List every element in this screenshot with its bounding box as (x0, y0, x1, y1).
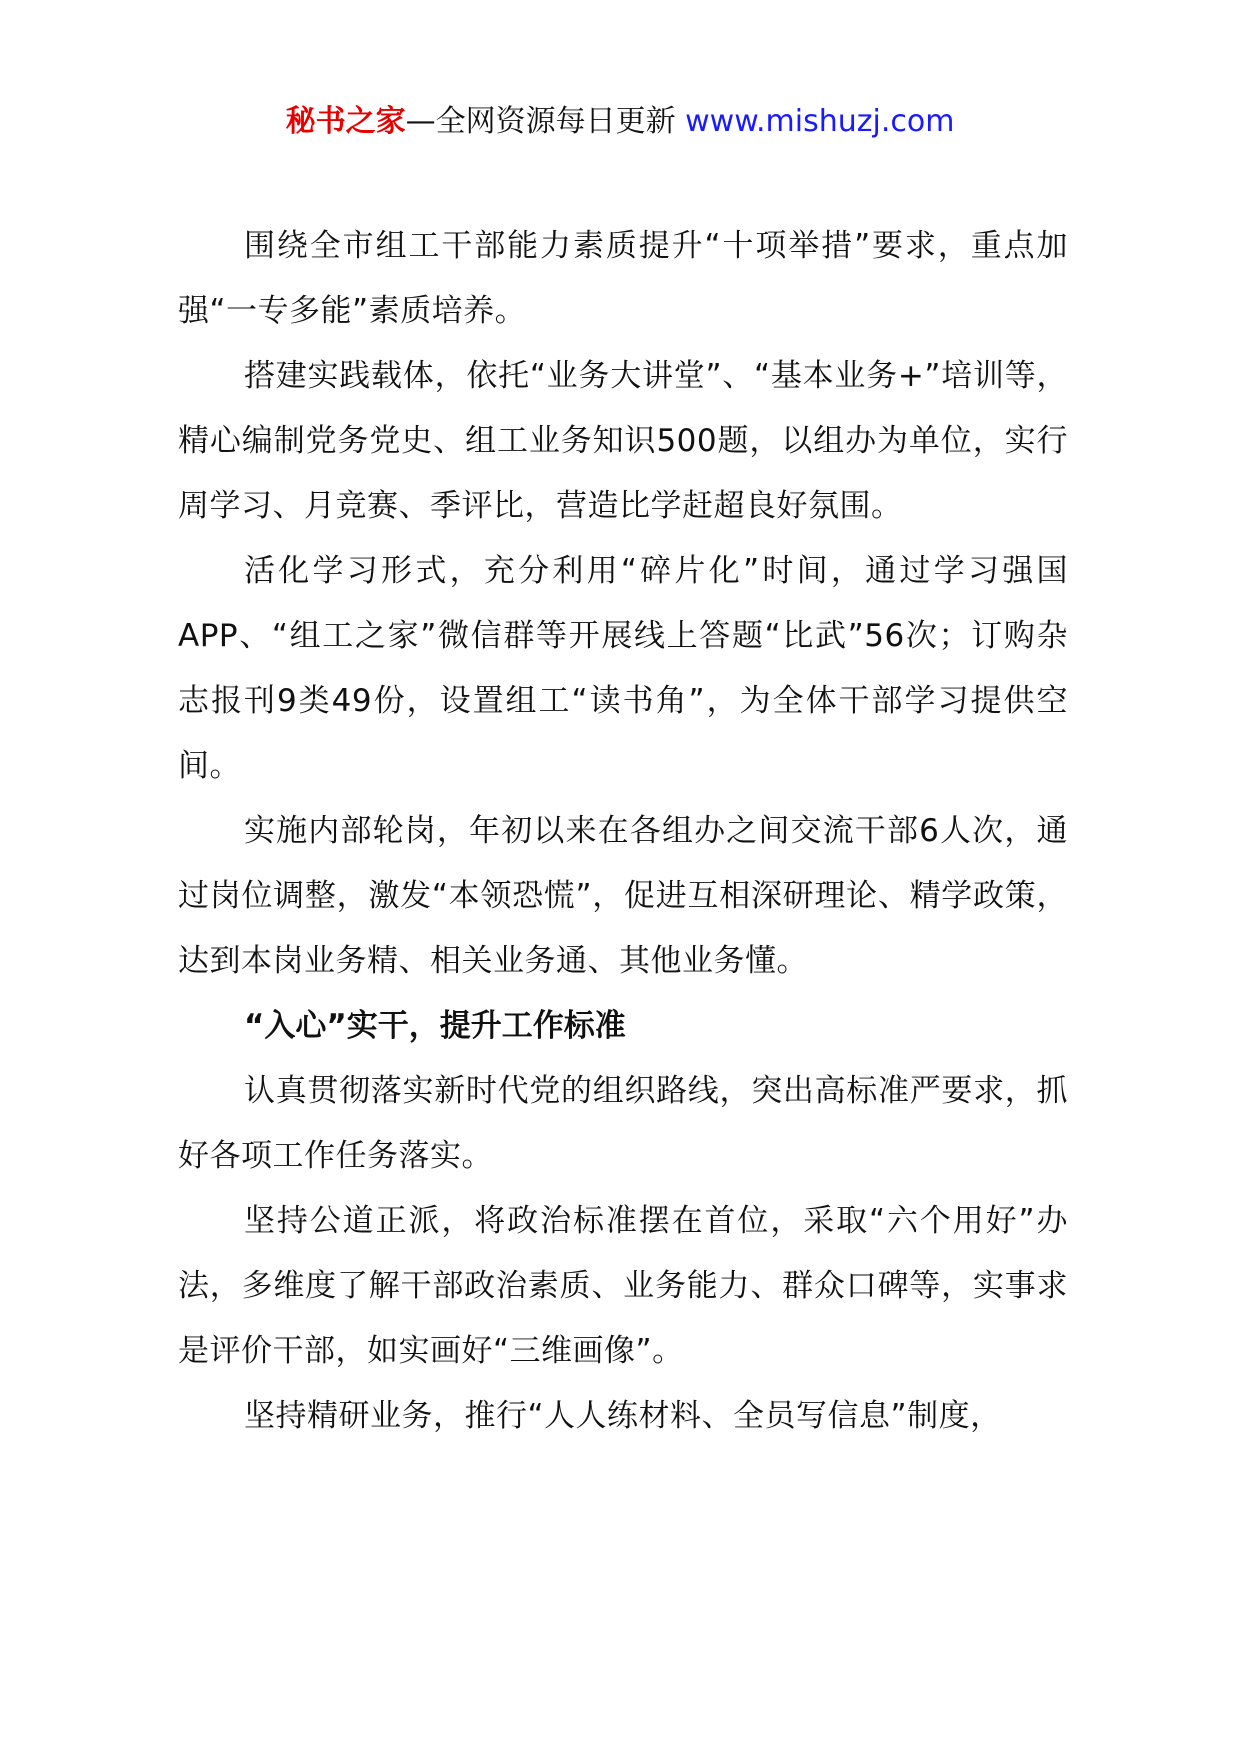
site-url-link[interactable]: www.mishuzj.com (685, 104, 955, 139)
site-tagline: —全网资源每日更新 (405, 104, 686, 139)
document-body (178, 214, 1068, 1449)
site-header (0, 102, 1240, 142)
paragraph: 坚持公道正派，将政治标准摆在首位，采取“六个用好”办法，多维度了解干部政治素质、业务能力、群众口碑等，实事求是评价干部，如实画好“三维画像”。 (178, 1203, 1068, 1369)
paragraph: 坚持精研业务，推行“人人练材料、全员写信息”制度， (244, 1398, 1002, 1434)
paragraph: 活化学习形式，充分利用“碎片化”时间，通过学习强国APP、“组工之家”微信群等开展线上答题“比武”56次；订购杂志报刊9类49份，设置组工“读书角”，为全体干部学习提供空间。 (178, 553, 1068, 784)
paragraph: 搭建实践载体，依托“业务大讲堂”、“基本业务+”培训等，精心编制党务党史、组工业务知识500题，以组办为单位，实行周学习、月竞赛、季评比，营造比学赶超良好氛围。 (178, 358, 1068, 524)
section-heading: “入心”实干，提升工作标准 (244, 1008, 626, 1044)
site-brand: 秘书之家 (285, 104, 406, 139)
paragraph: 围绕全市组工干部能力素质提升“十项举措”要求，重点加强“一专多能”素质培养。 (178, 228, 1068, 329)
paragraph: 认真贯彻落实新时代党的组织路线，突出高标准严要求，抓好各项工作任务落实。 (178, 1073, 1068, 1174)
paragraph: 实施内部轮岗，年初以来在各组办之间交流干部6人次，通过岗位调整，激发“本领恐慌”，促进互相深研理论、精学政策，达到本岗业务精、相关业务通、其他业务懂。 (178, 813, 1068, 979)
